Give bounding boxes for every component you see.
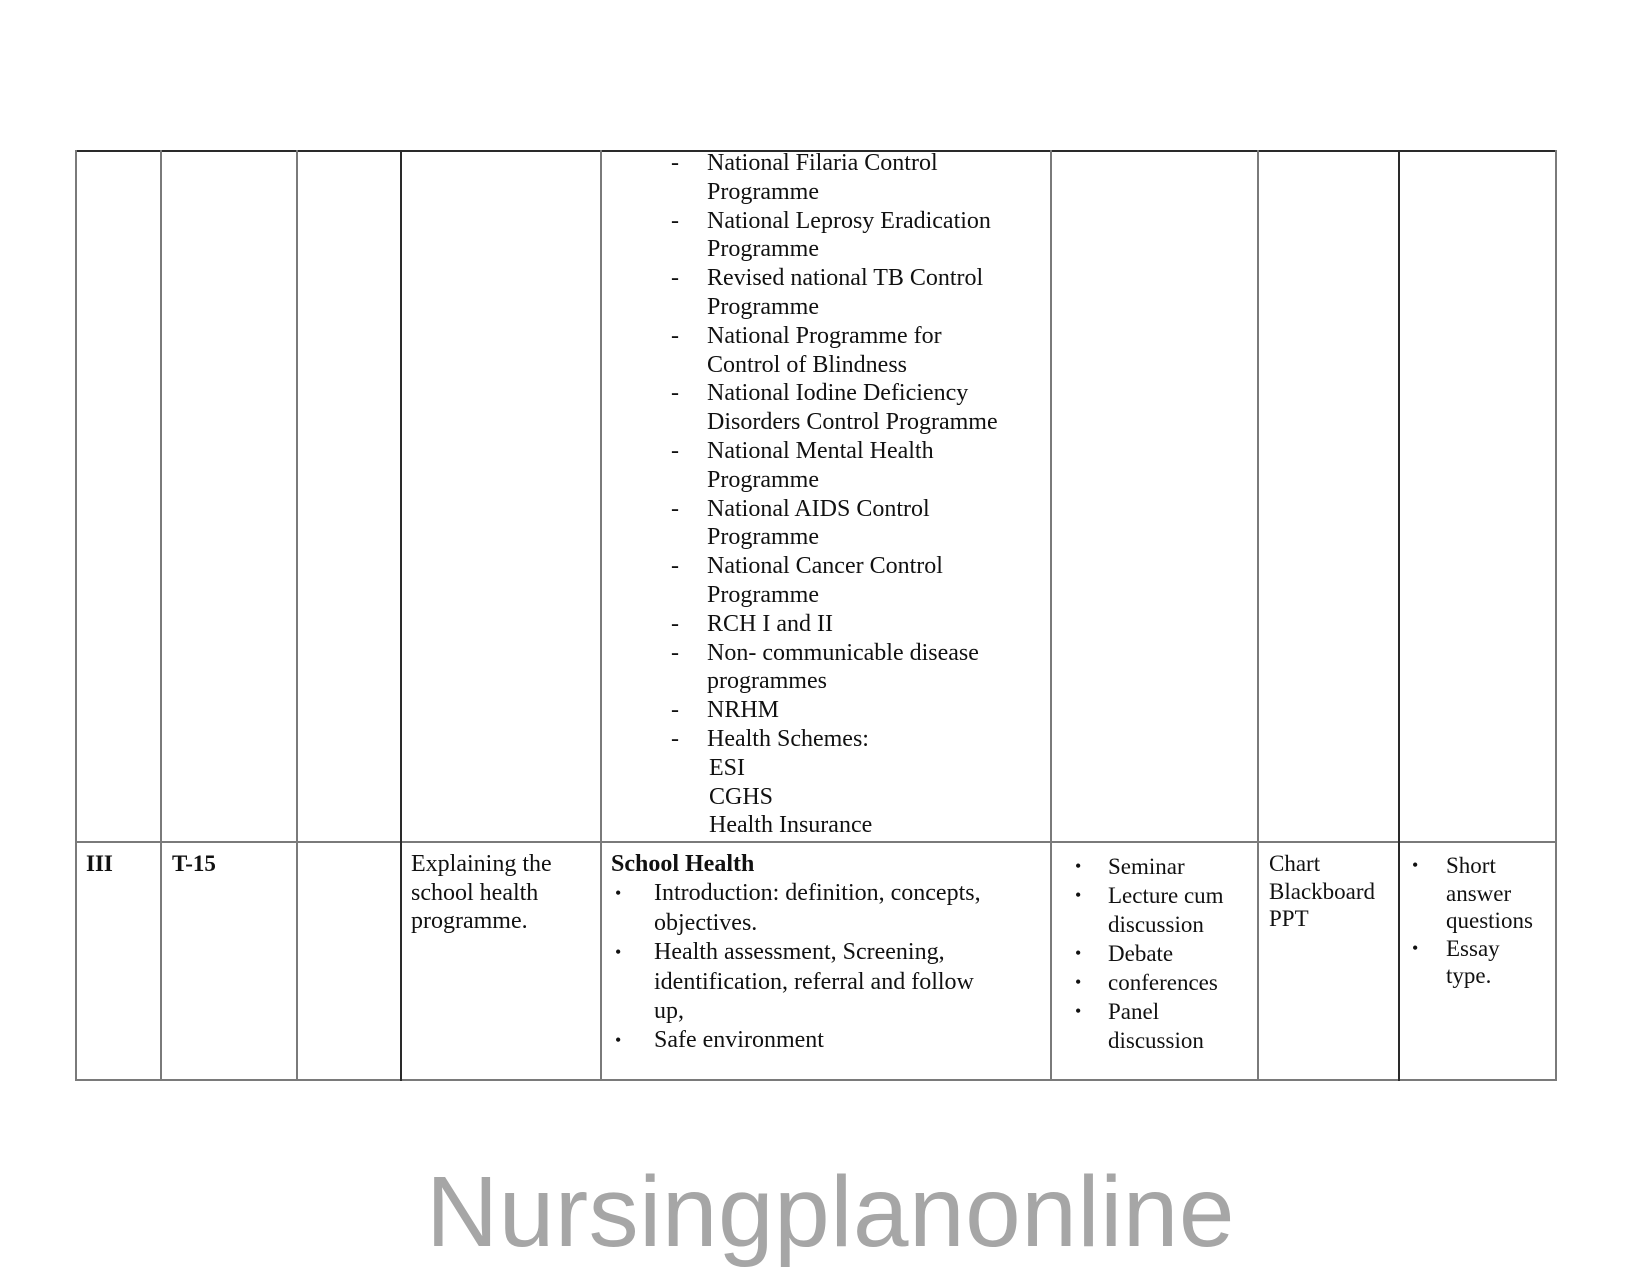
- national-programmes-list: [602, 149, 1048, 840]
- lesson-plan-table: [75, 150, 1557, 1081]
- programme-line: Programme: [707, 293, 819, 320]
- programme-line: programmes: [707, 668, 827, 695]
- bullet-icon: •: [1075, 1001, 1082, 1021]
- programme-line: Programme: [707, 236, 819, 263]
- dash-bullet: -: [671, 207, 679, 234]
- av-aid: Chart: [1269, 851, 1321, 876]
- bullet-icon: •: [1412, 937, 1419, 958]
- topic-item: [611, 879, 1047, 938]
- programme-item: [602, 725, 1048, 754]
- bullet-icon: •: [615, 942, 622, 963]
- programme-item: [602, 552, 1048, 610]
- evaluation-item: [1400, 852, 1554, 935]
- topic-item-line: Safe environment: [654, 1027, 824, 1054]
- method-item: [1053, 939, 1255, 968]
- objective-line: school health: [411, 879, 539, 906]
- dash-bullet: -: [671, 553, 679, 580]
- objective-line: programme.: [411, 908, 528, 934]
- method-item: [1053, 968, 1255, 997]
- method-item-line: Panel: [1108, 999, 1160, 1024]
- av-aid: PPT: [1269, 906, 1309, 931]
- programme-line: Programme: [707, 178, 819, 205]
- programme-item: [602, 149, 1048, 207]
- evaluation-item: [1400, 935, 1554, 990]
- health-scheme-item: ESI: [709, 754, 745, 781]
- column-border: [75, 150, 77, 1081]
- column-border: [1257, 150, 1259, 1081]
- bullet-icon: •: [1075, 972, 1082, 992]
- programme-item: [602, 379, 1048, 437]
- column-border: [400, 150, 402, 1081]
- topic-item: [611, 938, 1047, 1026]
- programme-item: [602, 207, 1048, 265]
- evaluation-item-line: questions: [1446, 908, 1533, 933]
- dash-bullet: -: [671, 265, 679, 292]
- column-border: [1555, 150, 1557, 1081]
- evaluation-item-line: type.: [1446, 963, 1492, 988]
- evaluation-item-line: Essay: [1446, 935, 1500, 961]
- av-aids-cell: [1269, 850, 1395, 933]
- topic-item-line: Health assessment, Screening,: [654, 939, 945, 966]
- topic-item-line: up,: [654, 998, 684, 1025]
- programme-line: National Programme for: [707, 322, 942, 349]
- topic-item-line: objectives.: [654, 909, 758, 936]
- programme-line: Programme: [707, 466, 819, 493]
- bullet-icon: •: [615, 883, 622, 904]
- programme-line: National Cancer Control: [707, 553, 943, 580]
- method-item-line: Seminar: [1108, 854, 1185, 879]
- evaluation-cell: [1400, 852, 1554, 990]
- programme-line: National Filaria Control: [707, 150, 938, 176]
- dash-bullet: -: [671, 380, 679, 407]
- programme-line: Revised national TB Control: [707, 265, 984, 292]
- health-scheme-item: CGHS: [709, 783, 774, 810]
- av-aid: Blackboard: [1269, 878, 1376, 904]
- topic-item: [611, 1026, 1047, 1055]
- bullet-icon: •: [1075, 943, 1082, 963]
- teaching-methods-list: [1053, 852, 1255, 1055]
- programme-item: [602, 495, 1048, 553]
- programme-line: Health Schemes:: [707, 725, 869, 752]
- method-item-line: discussion: [1108, 912, 1204, 937]
- programme-line: Programme: [707, 524, 819, 551]
- bullet-icon: •: [1412, 855, 1419, 875]
- row1-content-cell: [602, 149, 1048, 840]
- method-item: [1053, 997, 1255, 1055]
- dash-bullet: -: [671, 725, 679, 752]
- method-item-line: conferences: [1108, 970, 1218, 995]
- programme-line: National Mental Health: [707, 437, 934, 464]
- method-item-line: Lecture cum: [1108, 883, 1224, 908]
- programme-item: [602, 264, 1048, 322]
- programme-line: National AIDS Control: [707, 495, 930, 522]
- dash-bullet: -: [671, 639, 679, 666]
- dash-bullet: -: [671, 322, 679, 349]
- unit-cell: III: [86, 851, 113, 876]
- dash-bullet: -: [671, 150, 679, 176]
- programme-item: [602, 696, 1048, 725]
- dash-bullet: -: [671, 610, 679, 637]
- row2-content-cell: [611, 850, 1047, 1056]
- programme-item: [602, 322, 1048, 380]
- method-item-line: Debate: [1108, 941, 1174, 966]
- methods-cell: [1053, 852, 1255, 1055]
- school-health-topics: [611, 879, 1047, 1055]
- bullet-icon: •: [1075, 885, 1082, 905]
- health-scheme-item: Health Insurance: [709, 812, 873, 839]
- content-title: School Health: [611, 851, 755, 877]
- objective-line: Explaining the: [411, 851, 552, 877]
- evaluation-item-line: answer: [1446, 880, 1512, 906]
- column-border: [160, 150, 162, 1081]
- programme-line: NRHM: [707, 697, 780, 724]
- column-border: [1050, 150, 1052, 1081]
- evaluation-list: [1400, 852, 1554, 990]
- programme-line: National Leprosy Eradication: [707, 207, 991, 234]
- dash-bullet: -: [671, 495, 679, 522]
- programme-item: [602, 610, 1048, 639]
- programme-line: Disorders Control Programme: [707, 409, 998, 436]
- programme-item: [602, 639, 1048, 697]
- method-item-line: discussion: [1108, 1028, 1204, 1053]
- programme-line: Non- communicable disease: [707, 639, 979, 666]
- objective-cell: [411, 850, 596, 936]
- programme-line: National Iodine Deficiency: [707, 380, 969, 407]
- watermark: Nursingplanonline: [426, 1156, 1236, 1268]
- bullet-icon: •: [615, 1030, 622, 1051]
- programme-item: [602, 437, 1048, 495]
- column-border: [296, 150, 298, 1081]
- programme-line: Programme: [707, 581, 819, 608]
- topic-item-line: Introduction: definition, concepts,: [654, 880, 981, 907]
- programme-line: RCH I and II: [707, 610, 833, 637]
- method-item: [1053, 852, 1255, 881]
- dash-bullet: -: [671, 697, 679, 724]
- evaluation-item-line: Short: [1446, 853, 1496, 878]
- topic-item-line: identification, referral and follow: [654, 968, 974, 995]
- time-cell: T-15: [172, 851, 216, 876]
- dash-bullet: -: [671, 437, 679, 464]
- programme-line: Control of Blindness: [707, 351, 908, 378]
- method-item: [1053, 881, 1255, 939]
- bullet-icon: •: [1075, 856, 1082, 876]
